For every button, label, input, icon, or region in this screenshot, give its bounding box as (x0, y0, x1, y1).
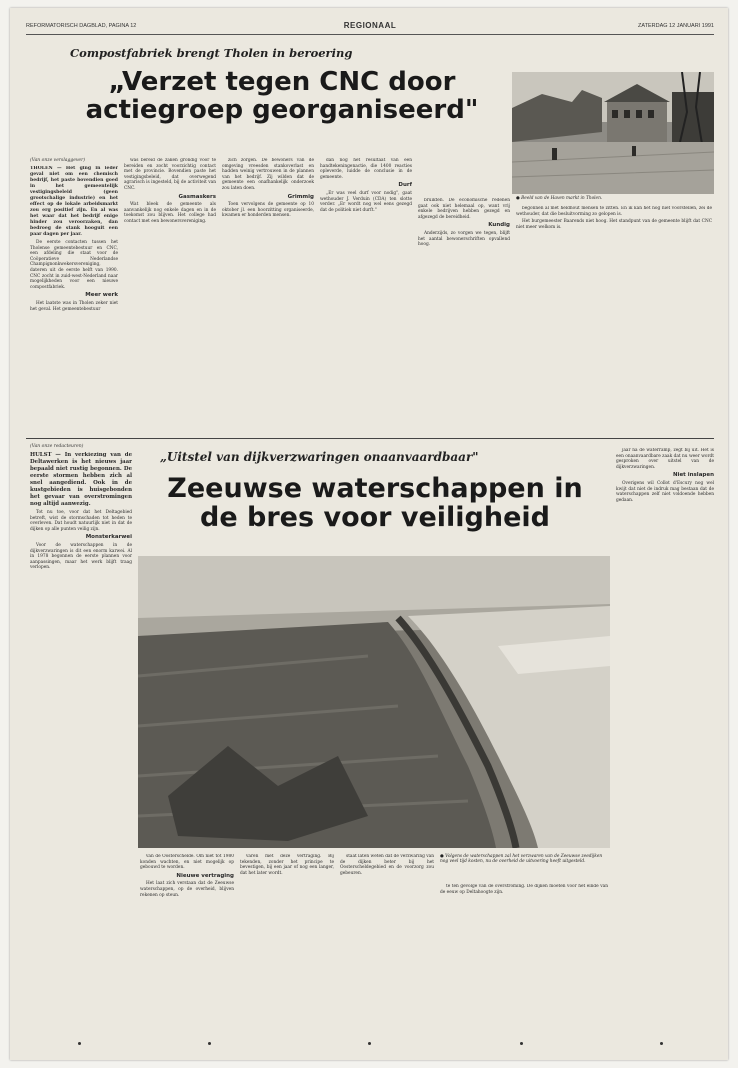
tholen-town-photo (512, 72, 714, 194)
article2-right-column (616, 448, 714, 1038)
article2-bottom3-text: staat laten weten dat de verzwaring van de dijken beter bij het Oosterscheldegebied en de voorzorg zou gebeuren. (340, 854, 434, 876)
article1-col1-text: De eerste contacten tussen het Tholense gemeentebestuur en CNC, een afdeling die staat voor de Coöperatieve Nederlandse Champignonkwekersvereniging, dateren uit de eerste helft van 1990. CNC zocht in zuid-west-Nederland naar mogelijkheden voor een nieuwe compostfabriek. (30, 240, 118, 290)
page-header (26, 22, 714, 35)
article2-bottom1-text: van de Oosterschelde. Om niet tot 1980 konden wachten, en niet mogelijk op gebouwd te worden. (140, 854, 234, 871)
article2-bottom4-text: te ten gevolge van de overstroming. De dijken moeten voor het einde van de eeuw op Deltahoogte zijn. (440, 884, 608, 895)
header-date: ZATERDAG 12 JANUARI 1991 (637, 23, 714, 29)
dike-coast-photo (138, 556, 610, 848)
article2-headline-line2: de bres voor veiligheid (200, 502, 550, 534)
article2-right-text-b: Overigens wil Collot d'Escury nog wel kwijt dat niet de indruk mag bestaan dat de waterschappen zelf niet voldoende hebben gedaan. (616, 480, 714, 503)
article2-right-text: jaar na de waterramp, zegt bij uit. Het is een onaanvaardbare zaak dat nu weer wordt gesproken over uitstel van de dijkverzwaringen. (616, 448, 714, 470)
article2-col1-text-b: Voor de waterschappen in de dijkverzwaringen is dit een enorm karwei. Al in 1978 begonnen de eerste plannen voor aanpassingen, maar het werk blijft traag verlopen. (30, 542, 132, 571)
article1-headline (62, 68, 502, 124)
article1-col4-text-b: „Er was veel durf voor nodig", gaat wethouder J. Verduin (CDA) ten slotte verder. „Er wordt nog wel eens gezegd dat de politiek niet durft." (320, 190, 412, 213)
article1-col5-text-b: Anderzijds, zo vorgen we tegen, blijft het aantal bewonerschriften opvallend hoog. (418, 230, 510, 248)
article2-kicker: „Uitstel van dijkverzwaringen onaanvaardbaar" (160, 450, 479, 464)
article1-col3-text-b: Toen vervolgens de gemeente op 10 oktober jl. een hoorzitting organiseerde, kwamen er honderden mensen. (222, 202, 314, 219)
article2-bottom-column-3 (340, 854, 434, 1038)
article2-headline (140, 474, 610, 532)
article1-headline-line2: actiegroep georganiseerd" (85, 95, 479, 126)
binding-hole (78, 1042, 81, 1045)
article1-kicker: Compostfabriek brengt Tholen in beroering (70, 46, 353, 60)
article1-column-5 (418, 198, 510, 428)
article1-col3-text: zich zorgen. De bewoners van de omgeving vreesden stankoverlast en hadden weinig vertrouwen in de plannen van het bedrijf. Zij wilden dat de gemeente een onafhankelijk onderzoek zou laten doen. (222, 158, 314, 191)
article1-col4-text: dan nog het resultaat van een handtekeningenactie, die 1400 reacties opleverde, luidde de conclusie in de gemeente. (320, 158, 412, 180)
subhead-gasmaskers: Gasmaskers (178, 193, 216, 200)
article2-photo-caption: ● Volgens de waterschappen zal het verzwaren van de Zeeuwse zeedijken nog veel tijd kosten, nu de overheid de uitvoering heeft uitgesteld. (440, 854, 603, 865)
subhead-meer-werk: Meer werk (85, 292, 118, 299)
subhead-monsterkarwei: Monsterkarwei (85, 534, 132, 541)
subhead-niet-inslapen: Niet inslapen (672, 472, 714, 479)
newspaper-page (10, 8, 728, 1060)
subhead-durf: Durf (398, 182, 412, 189)
article2-byline: (Van onze redacteuren) (30, 444, 84, 449)
article1-col1-text-b: Het laatste was in Tholen zeker niet het geval. Het gemeentebestuur (30, 300, 118, 312)
article1-col2-text-b: Wat bleek de gemeente als aanvankelijk nog enkele dagen en in de toekomst zou blijven. Het college had contact met een bewonersvereniging. (124, 202, 216, 224)
subhead-kundig: Kundig (488, 222, 510, 229)
article1-photo (512, 72, 714, 194)
article2-photo (138, 556, 610, 848)
binding-hole (520, 1042, 523, 1045)
subhead-grimmig: Grimmig (287, 193, 314, 200)
article1-col2-text: was bereid de zaken grondig voor te bereiden en zocht voorzichtig contact met de provincie. Bovendien paste het vestigingsbeleid, dat overwegend agrarisch is ingesteld, bij de activiteit van CNC. (124, 158, 216, 191)
article1-column-1 (30, 166, 118, 428)
article2-left-column (30, 452, 132, 1038)
article1-caption-text: Beeld van de Haven markt in Tholen. (521, 196, 603, 201)
article1-col5-text: bruikten. De economische redenen gaat ook niet helemaal op, want vrij enkele bedrijven hebben gezegd en afgezegd de bereidheid. (418, 198, 510, 220)
binding-hole (208, 1042, 211, 1045)
subhead-nieuwe-vertraging: Nieuwe vertraging (176, 872, 234, 879)
article2-bottom1-text-b: Het laat zich verstaan dat de Zeeuwse waterschappen, op de overheid, blijven rekenen op steun. (140, 881, 234, 898)
binding-hole (368, 1042, 371, 1045)
article1-headline-line1: „Verzet tegen CNC door (108, 67, 456, 97)
article2-lead: HULST — In verkiezing van de Deltawerken is het nieuws jaar bepaald niet rustig begonnen. De eerste stormen hebben zich al snel aangediend. Ook in de kustgebieden is huisgebonden het gevaar van overstromingen nog altijd aanwezig. (30, 452, 132, 507)
article2-bottom-column-1 (140, 854, 234, 1038)
article1-col6-text: begonnen al met heldhout mensen te zitten. En ik kan het nog niet voorstellen, zei de wethouder, dat die besluitvorming zo gelopen is. (516, 206, 712, 217)
article-divider (26, 438, 714, 439)
article2-bottom2-text: varen met deze vertraging. Bij tekenden, zonder het principe te bevestigen, bij een jaar of nog een langer, dat het later wordt. (240, 854, 334, 876)
article2-headline-line1: Zeeuwse waterschappen in (167, 473, 583, 504)
article1-column-2 (124, 158, 216, 428)
article1-column-3 (222, 158, 314, 428)
article1-column-4 (320, 158, 412, 428)
article1-photo-caption: ● Beeld van de Haven markt in Tholen. (516, 196, 603, 201)
article1-byline: (Van onze verslaggever) (30, 158, 85, 163)
article1-column-6 (516, 206, 712, 428)
header-section: REGIONAAL (343, 21, 397, 30)
article2-bottom-column-2 (240, 854, 334, 1038)
article1-lead: THOLEN — Het ging in ieder geval niet om een chemisch bedrijf, het paste bovendien goed in het gemeentelijk vestigingsbeleid (geen grootschalige industrie) en het effect op de lokale arbeidsmarkt zou erg positief zijn. En al was het waar dat het bedrijf enige hinder zou veroorzaken, dan bedroeg de stank hooguit een paar dagen per jaar. (30, 166, 118, 237)
article2-bottom-column-4 (440, 884, 608, 1038)
header-left: REFORMATORISCH DAGBLAD, PAGINA 12 (26, 23, 137, 29)
article2-caption-text: Volgens de waterschappen zal het verzwaren van de Zeeuwse zeedijken nog veel tijd kosten, nu de overheid de uitvoering heeft uitgesteld. (440, 854, 603, 865)
article1-col6-text-b: Het burgemeester Baarends niet hoog. Het standpunt van de gemeente blijft dat CNC niet meer welkom is. (516, 219, 712, 230)
article2-col1-text: Tot nu toe, voor dat het Deltagebied betreft, wist de stormschaden tot heden te overleven. Dat houdt natuurlijk niet in dat de dijken op alle punten veilig zijn. (30, 510, 132, 532)
binding-hole (660, 1042, 663, 1045)
